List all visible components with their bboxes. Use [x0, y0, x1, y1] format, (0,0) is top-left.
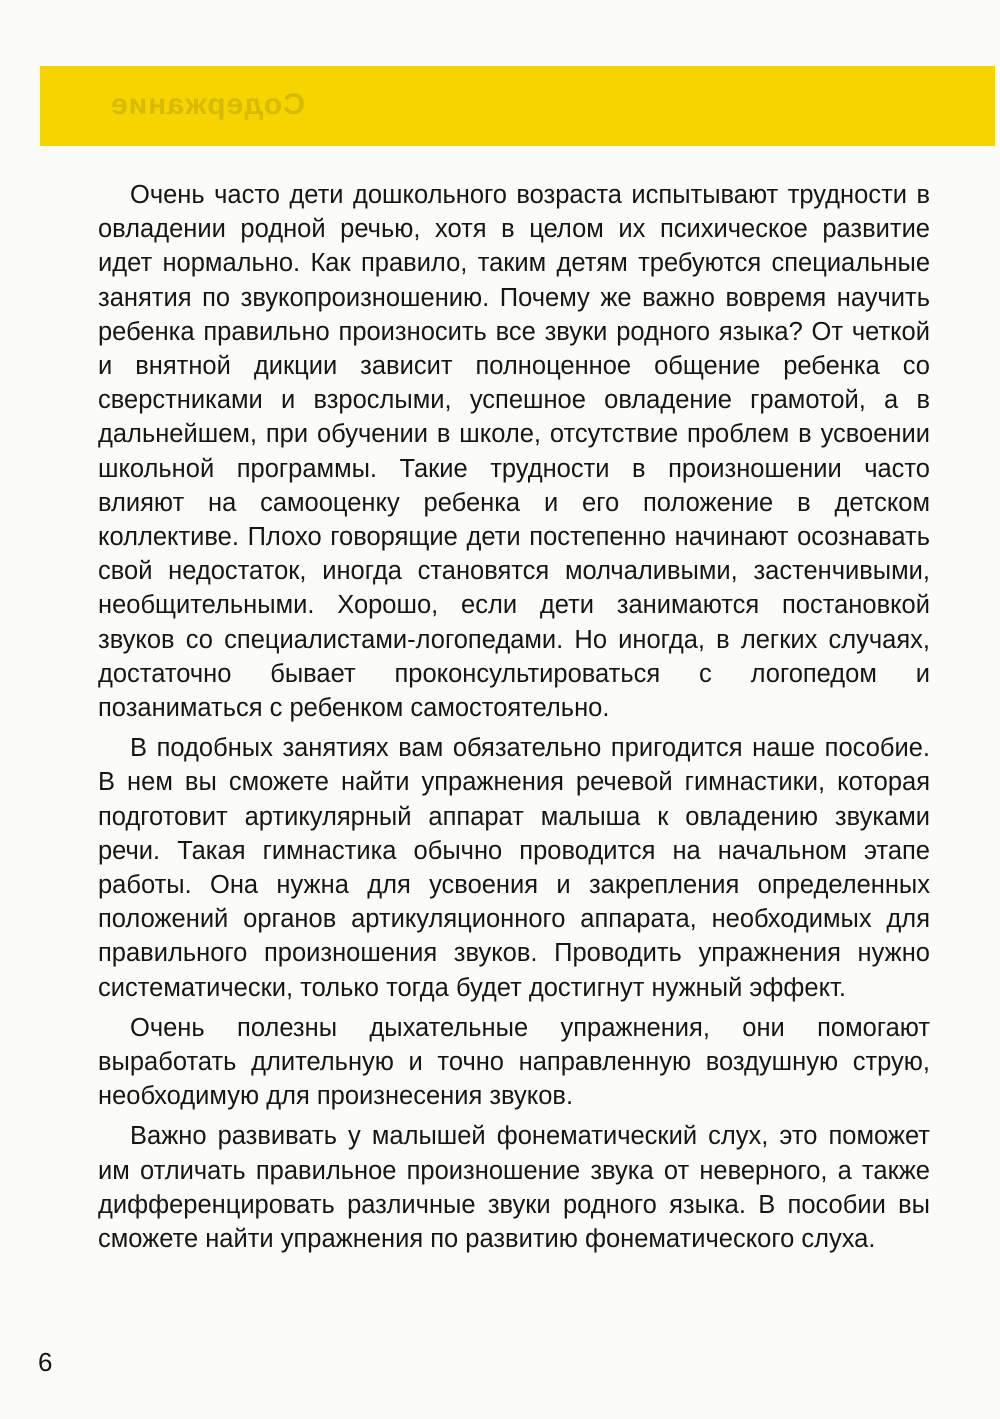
paragraph-3: Очень полезны дыхательные упражнения, они помогают выработать длительную и точно направленную воздушную струю, необходимую для произнесения звуков.: [98, 1013, 930, 1111]
header-band: [40, 66, 995, 146]
page-number: 6: [38, 1347, 53, 1377]
paragraph-2: В подобных занятиях вам обязательно пригодится наше пособие. В нем вы сможете найти упражнения речевой гимнастики, которая подготовит артикулярный аппарат малыша к овладению звуками речи. Такая гимнастика обычно проводится на начальном этапе работы. Она нужна для усвоения и закрепления определенных положений органов артикуляционного аппарата, необходимых для правильного произношения звуков. Проводить упражнения нужно систематически, только тогда будет достигнут нужный эффект.: [98, 734, 930, 1002]
header-ghost-title: Содержание: [110, 88, 305, 121]
paragraph-1: Очень часто дети дошкольного возраста испытывают трудности в овладении родной речью, хотя в целом их психическое развитие идет нормально. Как правило, таким детям требуются специальные занятия по звукопроизношению. Почему же важно вовремя научить ребенка правильно произносить все звуки родного языка? От четкой и внятной дикции зависит полноценное общение ребенка со сверстниками и взрослыми, успешное овладение грамотой, а в дальнейшем, при обучении в школе, отсутствие проблем в усвоении школьной программы. Такие трудности в произношении часто влияют на самооценку ребенка и его положение в детском коллективе. Плохо говорящие дети постепенно начинают осознавать свой недостаток, иногда становятся молчаливыми, застенчивыми, необщительными. Хорошо, если дети занимаются постановкой звуков со специалистами-логопедами. Но иногда, в легких случаях, достаточно бывает проконсультироваться с логопедом и позаниматься с ребенком самостоятельно.: [98, 181, 930, 723]
paragraph-4: Важно развивать у малышей фонематический слух, это поможет им отличать правильное произношение звука от неверного, а также дифференцировать различные звуки родного языка. В пособии вы сможете найти упражнения по развитию фонематического слуха.: [98, 1122, 930, 1254]
body-text: [98, 178, 930, 1262]
